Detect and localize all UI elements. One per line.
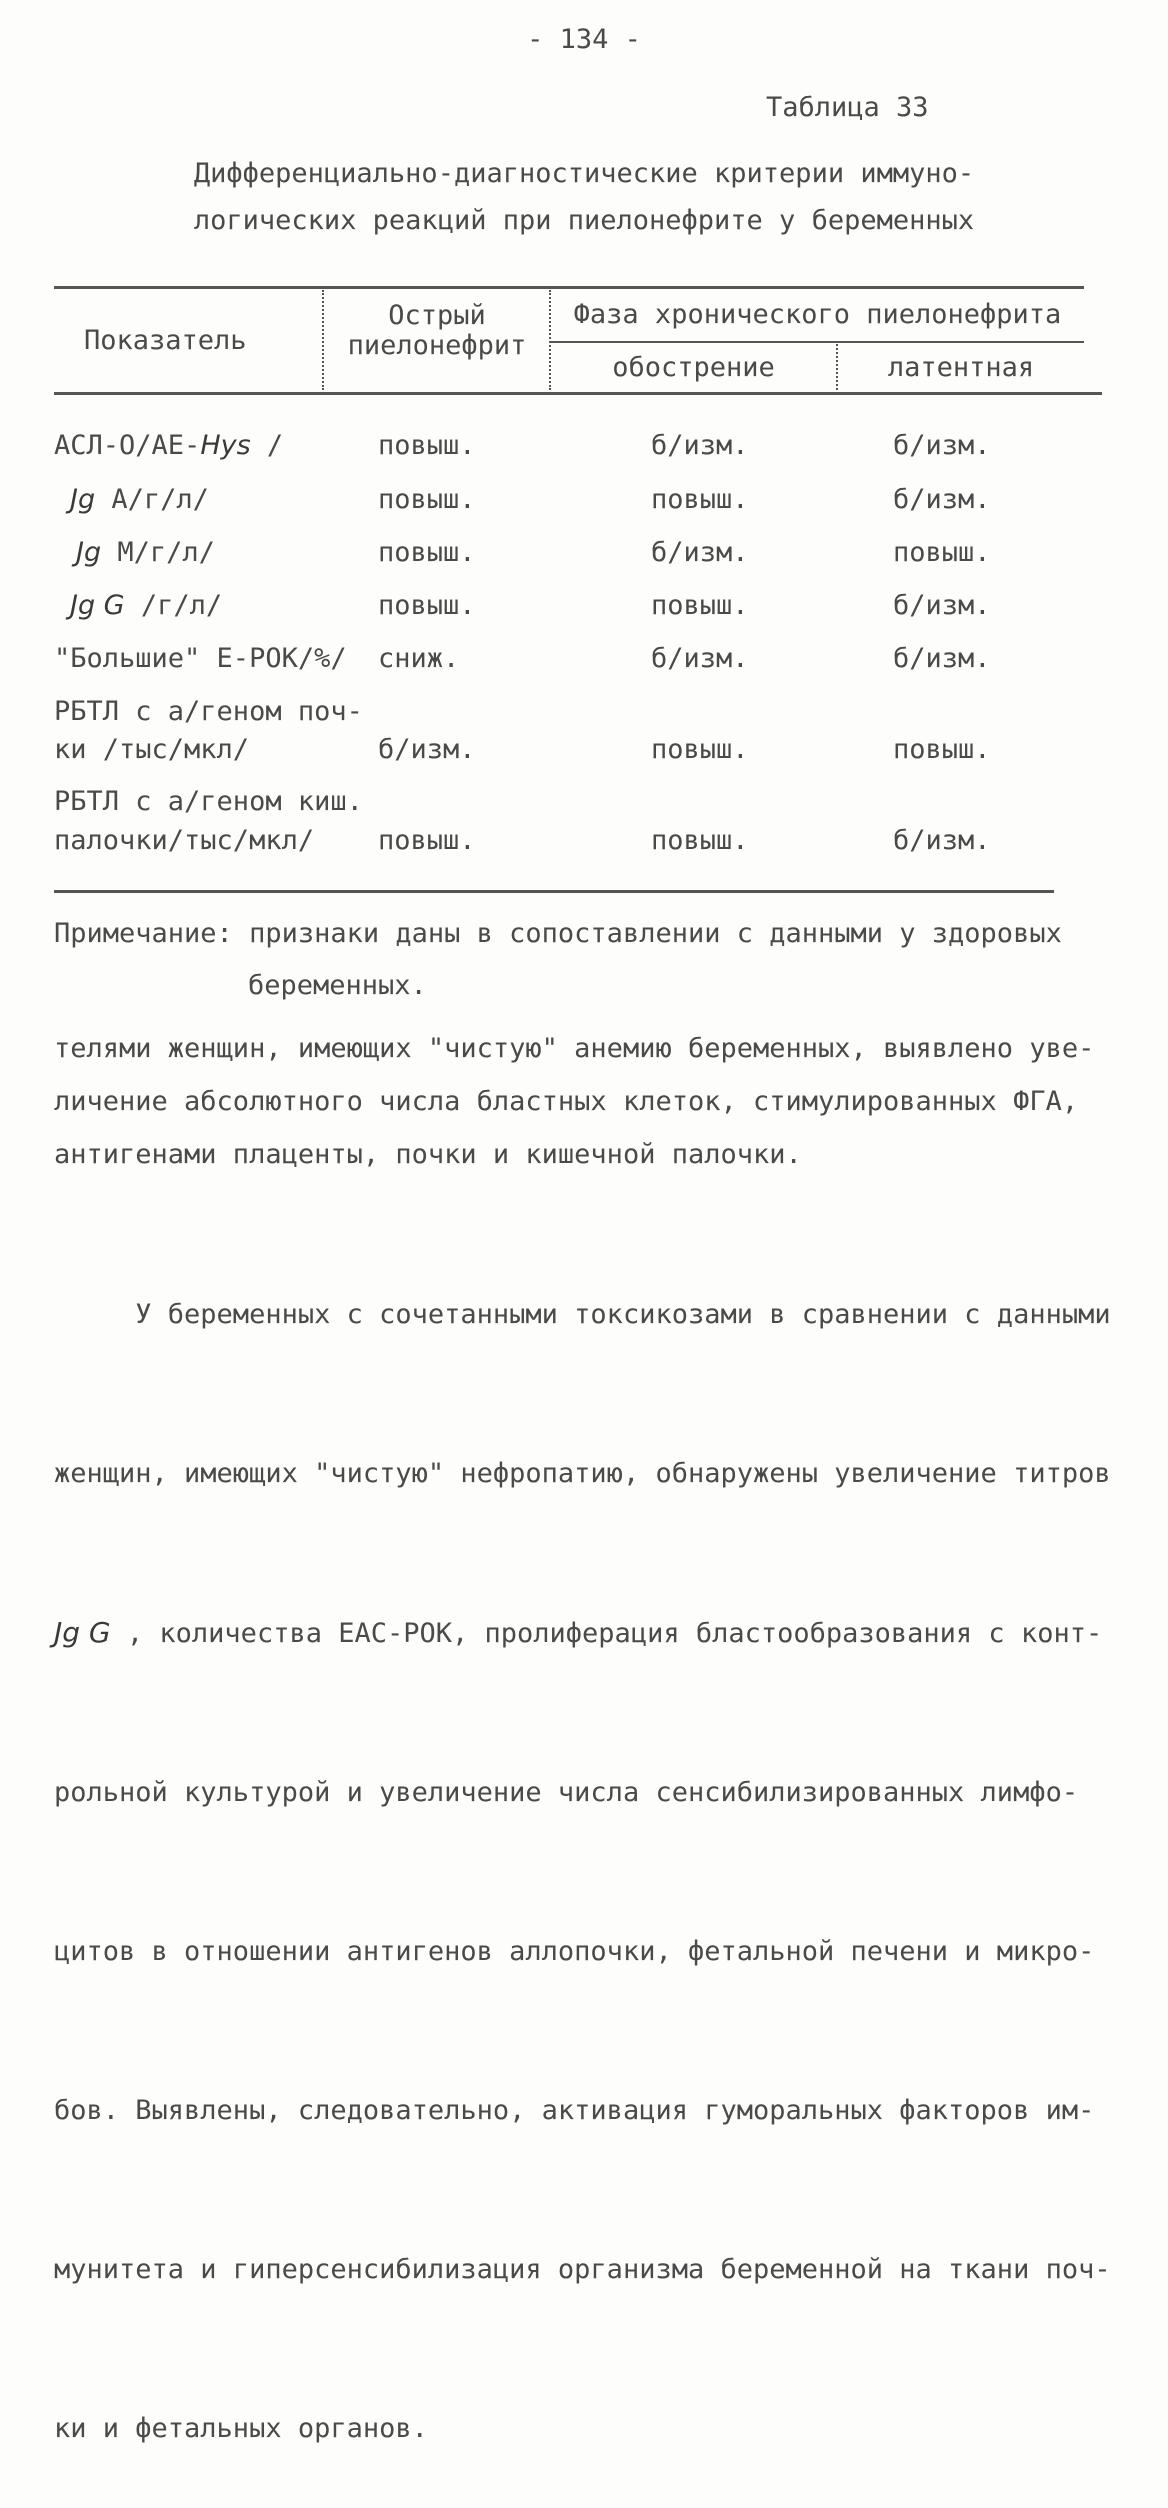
paragraph-1 xyxy=(54,1022,1134,1181)
header-divider-1 xyxy=(322,290,324,390)
row-1-exacerbation: б/изм. xyxy=(651,430,749,461)
header-sub-rule xyxy=(551,341,1084,343)
paragraph-2-line-6: бов. Выявлены, следовательно, активация гуморальных факторов им- xyxy=(54,2095,1095,2126)
row-5-acute: сниж. xyxy=(378,643,460,674)
row-1-latent: б/изм. xyxy=(893,430,991,461)
table-bottom-rule xyxy=(54,890,1054,893)
table-top-rule xyxy=(54,286,1084,289)
row-2-acute: повыш. xyxy=(378,484,476,515)
paragraph-2-line-7: мунитета и гиперсенсибилизация организма беременной на ткани поч- xyxy=(54,2254,1111,2285)
table-title-line-2: логических реакций при пиелонефрите у беременных xyxy=(193,205,975,236)
row-7-exacerbation: повыш. xyxy=(651,825,749,856)
row-2-label: Jg А/г/л/ xyxy=(70,484,209,515)
row-4-latent: б/изм. xyxy=(893,590,991,621)
header-indicator: Показатель xyxy=(84,325,247,356)
row-4-exacerbation: повыш. xyxy=(651,590,749,621)
row-2-latent: б/изм. xyxy=(893,484,991,515)
paragraph-2-line-5: цитов в отношении антигенов аллопочки, фетальной печени и микро- xyxy=(54,1936,1095,1967)
table-header-bottom-rule xyxy=(54,392,1102,395)
row-6-exacerbation: повыш. xyxy=(651,734,749,765)
table-label: Таблица 33 xyxy=(766,92,929,123)
row-3-exacerbation: б/изм. xyxy=(651,537,749,568)
row-4-label: Jg G /г/л/ xyxy=(70,590,223,621)
row-6-label-line-2: ки /тыс/мкл/ xyxy=(54,734,250,765)
row-3-label: Jg М/г/л/ xyxy=(76,537,215,568)
table-note-line-1: Примечание: признаки даны в сопоставлении с данными у здоровых xyxy=(54,918,1062,949)
row-6-latent: повыш. xyxy=(893,734,991,765)
row-6-label-line-1: РБТЛ с а/геном поч- xyxy=(54,696,363,727)
row-7-latent: б/изм. xyxy=(893,825,991,856)
page-number: - 134 - xyxy=(527,24,641,55)
row-5-latent: б/изм. xyxy=(893,643,991,674)
row-1-acute: повыш. xyxy=(378,430,476,461)
row-7-acute: повыш. xyxy=(378,825,476,856)
row-7-label-line-2: палочки/тыс/мкл/ xyxy=(54,825,315,856)
header-latent: латентная xyxy=(887,352,1035,383)
row-3-latent: повыш. xyxy=(893,537,991,568)
header-exacerbation: обострение xyxy=(612,352,775,383)
paragraph-2 xyxy=(54,1182,1134,2508)
header-chronic-phase: Фаза хронического пиелонефрита xyxy=(573,299,1062,330)
row-4-acute: повыш. xyxy=(378,590,476,621)
paragraph-2-line-4: рольной культурой и увеличение числа сенсибилизированных лимфо- xyxy=(54,1777,1079,1808)
row-3-acute: повыш. xyxy=(378,537,476,568)
paragraph-1-line-3: антигенами плаценты, почки и кишечной палочки. xyxy=(54,1139,802,1170)
row-5-label: "Большие" Е-РОК/%/ xyxy=(54,643,347,674)
paragraph-2-jgg: Jg G xyxy=(54,1616,111,1649)
header-acute-line-1: Острый xyxy=(388,300,486,331)
paragraph-2-line-3: Jg G , количества ЕАС-РОК, пролиферация бластообразования с конт- xyxy=(54,1616,1103,1649)
table-title-line-1: Дифференциально-диагностические критерии иммуно- xyxy=(193,158,975,189)
row-6-acute: б/изм. xyxy=(378,734,476,765)
row-5-exacerbation: б/изм. xyxy=(651,643,749,674)
paragraph-1-line-2: личение абсолютного числа бластных клеток, стимулированных ФГА, xyxy=(54,1086,1079,1117)
row-7-label-line-1: РБТЛ с а/геном киш. xyxy=(54,786,363,817)
table-note-line-2: беременных. xyxy=(248,970,427,1001)
row-2-exacerbation: повыш. xyxy=(651,484,749,515)
header-acute-line-2: пиелонефрит xyxy=(347,330,527,361)
paragraph-1-line-1: телями женщин, имеющих "чистую" анемию беременных, выявлено уве- xyxy=(54,1033,1095,1064)
paragraph-2-line-1: У беременных с сочетанными токсикозами в сравнении с данными xyxy=(54,1299,1111,1330)
paragraph-2-line-8: ки и фетальных органов. xyxy=(54,2413,428,2444)
paragraph-2-line-2: женщин, имеющих "чистую" нефропатию, обнаружены увеличение титров xyxy=(54,1458,1111,1489)
row-1-label: АСЛ-О/АЕ-Hys / xyxy=(54,430,284,461)
